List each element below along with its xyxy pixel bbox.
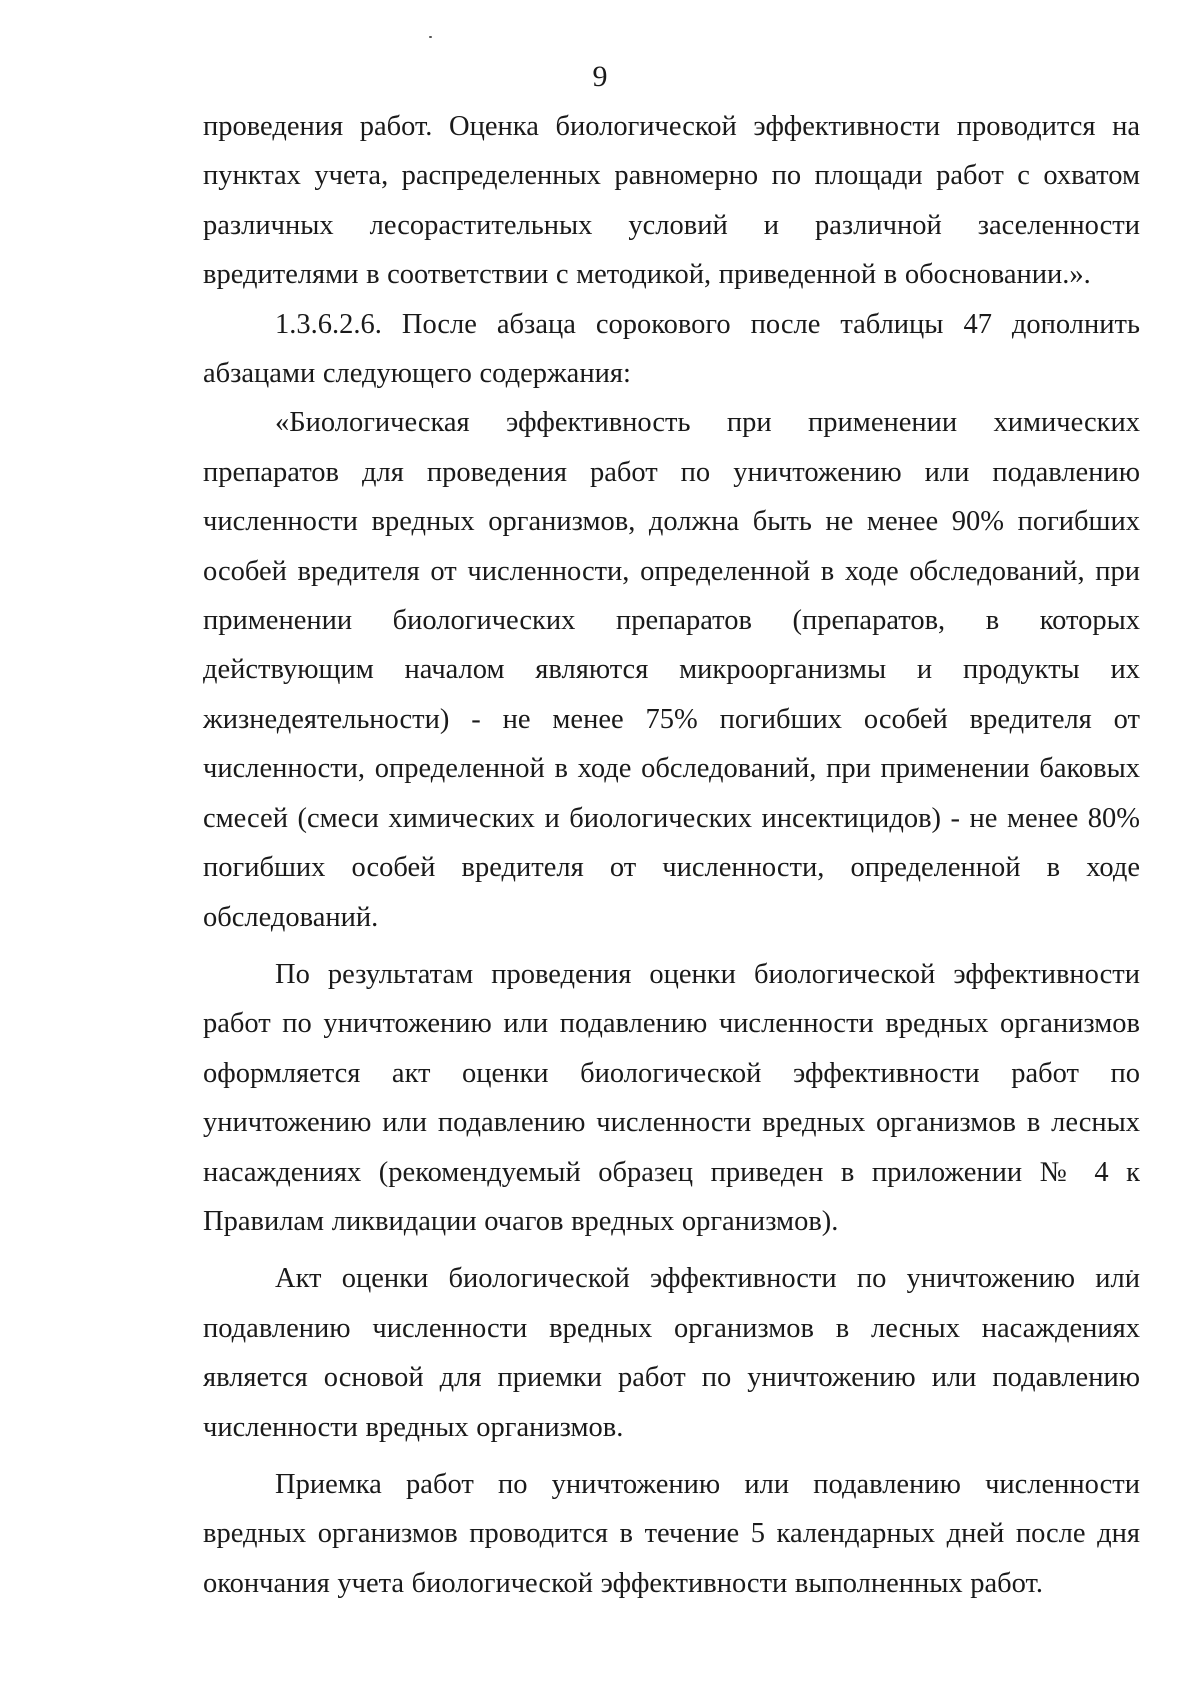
page-number: 9 [592, 60, 608, 93]
document-body [203, 102, 1140, 1608]
paragraph-6: Приемка работ по уничтожению или подавлению численности вредных организмов проводится в течение 5 календарных дней после дня окончания учета биологической эффективности выполненных работ. [203, 1468, 1140, 1599]
paragraph-1: проведения работ. Оценка биологической эффективности проводится на пунктах учета, распределенных равномерно по площади работ с охватом различных лесорастительных условий и различной заселенности вредителями в соответствии с методикой, приведенной в обосновании.». [203, 111, 1140, 291]
paragraph-5: Акт оценки биологической эффективности по уничтожению или подавлению численности вредных организмов в лесных насаждениях является основой для приемки работ по уничтожению или подавлению численности вредных организмов. [203, 1263, 1140, 1443]
scan-speck [429, 36, 432, 38]
paragraph-3: «Биологическая эффективность при применении химических препаратов для проведения работ по уничтожению или подавлению численности вредных организмов, должна быть не менее 90% погибших особей вредителя от численности, определенной в ходе обследований, при применении биологических препаратов (препаратов, в которых действующим началом являются микроорганизмы и продукты их жизнедеятельности) - не менее 75% погибших особей вредителя от численности, определенной в ходе обследований, при применении баковых смесей (смеси химических и биологических инсектицидов) - не менее 80% погибших особей вредителя от численности, определенной в ходе обследований. [203, 407, 1140, 933]
paragraph-4: По результатам проведения оценки биологической эффективности работ по уничтожению или подавлению численности вредных организмов оформляется акт оценки биологической эффективности работ по уничтожению или подавлению численности вредных организмов в лесных насаждениях (рекомендуемый образец приведен в приложении № 4 к Правилам ликвидации очагов вредных организмов). [203, 958, 1140, 1237]
paragraph-2: 1.3.6.2.6. После абзаца сорокового после таблицы 47 дополнить абзацами следующего содержания: [203, 308, 1140, 390]
